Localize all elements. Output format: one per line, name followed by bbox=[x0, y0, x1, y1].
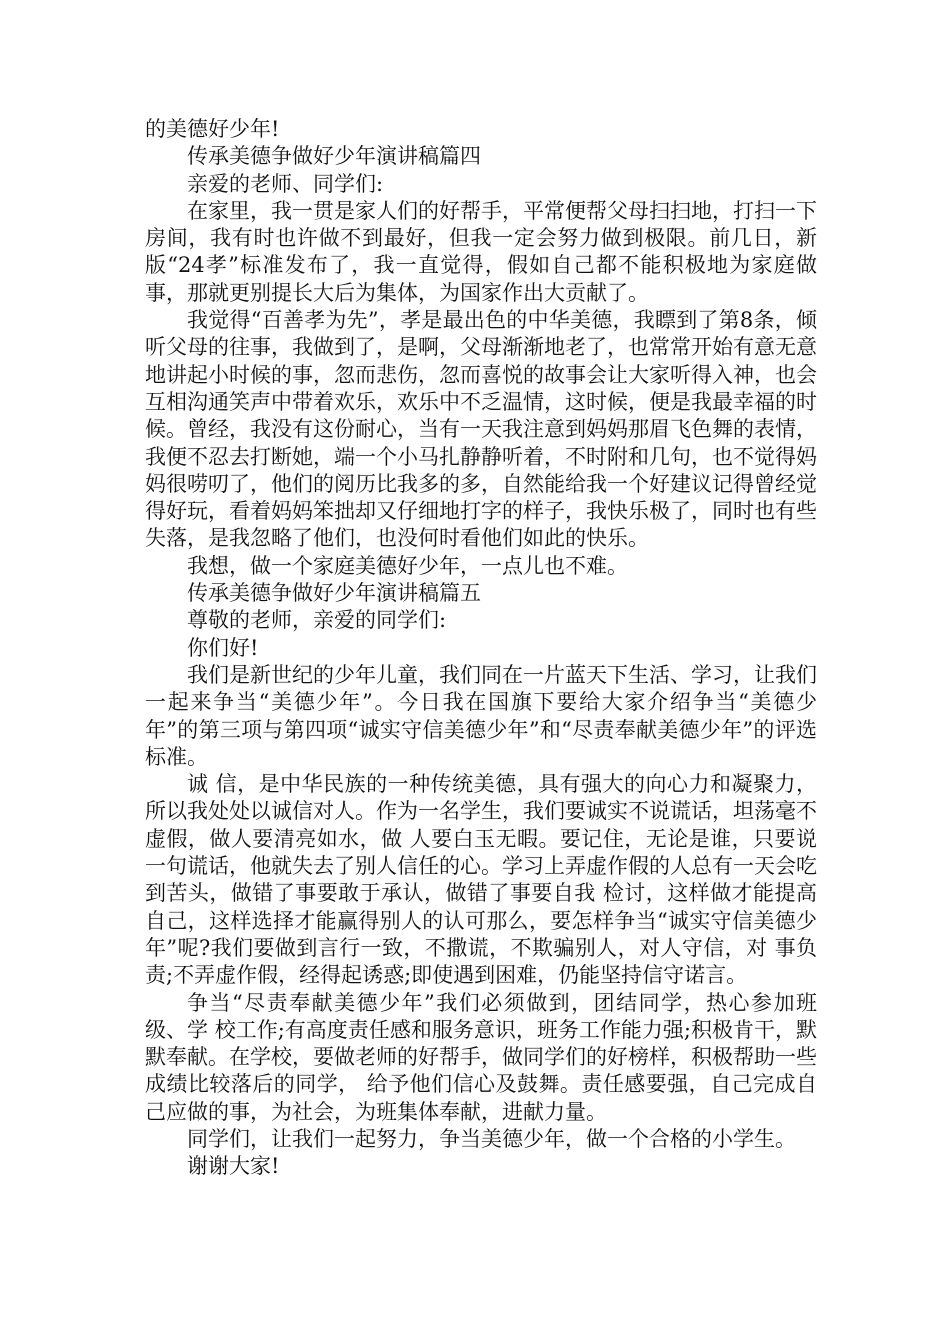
closing: 谢谢大家! bbox=[187, 1154, 280, 1179]
paragraph: 争当“尽责奉献美德少年”我们必须做到，团结同学，热心参加班级、学 校工作;有高度责任感和服务意识，班务工作能力强;积极肯干，默默奉献。在学校，要做老师的好帮手，做同学们的好榜样，积极帮助一些成绩比较落后的同学， 给予他们信心及鼓舞。责任感要强，自己完成自己应做的事，为社会，为班集体奉献，进献力量。 bbox=[145, 990, 817, 1124]
salutation: 亲爱的老师、同学们: bbox=[187, 171, 384, 196]
paragraph: 我们是新世纪的少年儿童，我们同在一片蓝天下生活、学习，让我们一起来争当“美德少年”。今日我在国旗下要给大家介绍争当“美德少年”的第三项与第四项“诚实守信美德少年”和“尽责奉献美德少年”的评选标准。 bbox=[145, 662, 817, 769]
salutation: 尊敬的老师，亲爱的同学们: bbox=[187, 608, 447, 633]
speech-heading-five: 传承美德争做好少年演讲稿篇五 bbox=[187, 581, 481, 606]
paragraph: 同学们，让我们一起努力，争当美德少年，做一个合格的小学生。 bbox=[187, 1126, 796, 1151]
speech-heading-four: 传承美德争做好少年演讲稿篇四 bbox=[187, 144, 481, 169]
paragraph: 在家里，我一贯是家人们的好帮手，平常便帮父母扫扫地，打扫一下房间，我有时也许做不到最好，但我一定会努力做到极限。前几日，新版“24孝”标准发布了，我一直觉得，假如自己都不能积极地为家庭做事，那就更别提长大后为集体，为国家作出大贡献了。 bbox=[145, 198, 817, 305]
paragraph: 我想，做一个家庭美德好少年，一点儿也不难。 bbox=[187, 553, 628, 578]
greeting: 你们好! bbox=[187, 635, 259, 660]
document-body bbox=[145, 116, 817, 1181]
paragraph: 诚 信，是中华民族的一种传统美德，具有强大的向心力和凝聚力，所以我处处以诚信对人。作为一名学生，我们要诚实不说谎话，坦荡毫不虚假，做人要清亮如水，做 人要白玉无暇。要记住，无论是谁，只要说一句谎话，他就失去了别人信任的心。学习上弄虚作假的人总有一天会吃到苦头，做错了事要敢于承认，做错了事要自我 检讨，这样做才能提高自己，这样选择才能赢得别人的认可那么，要怎样争当“诚实守信美德少年”呢?我们要做到言行一致，不撒谎，不欺骗别人，对人守信，对 事负责;不弄虚作假，经得起诱惑;即使遇到困难，仍能坚持信守诺言。 bbox=[145, 772, 817, 988]
paragraph: 我觉得“百善孝为先”，孝是最出色的中华美德，我瞟到了第8条，倾听父母的往事，我做到了，是啊，父母渐渐地老了，也常常开始有意无意地讲起小时候的事，忽而悲伤，忽而喜悦的故事会让大家听得入神，也会互相沟通笑声中带着欢乐，欢乐中不乏温情，这时候，便是我最幸福的时候。曾经，我没有这份耐心，当有一天我注意到妈妈那眉飞色舞的表情，我便不忍去打断她，端一个小马扎静静听着，不时附和几句，也不觉得妈妈很唠叨了，他们的阅历比我多的多，自然能给我一个好建议记得曾经觉得好玩，看着妈妈笨拙却又仔细地打字的样子，我快乐极了，同时也有些失落，是我忽略了他们，也没何时看他们如此的快乐。 bbox=[145, 308, 817, 551]
paragraph-continuation: 的美德好少年! bbox=[145, 117, 280, 141]
